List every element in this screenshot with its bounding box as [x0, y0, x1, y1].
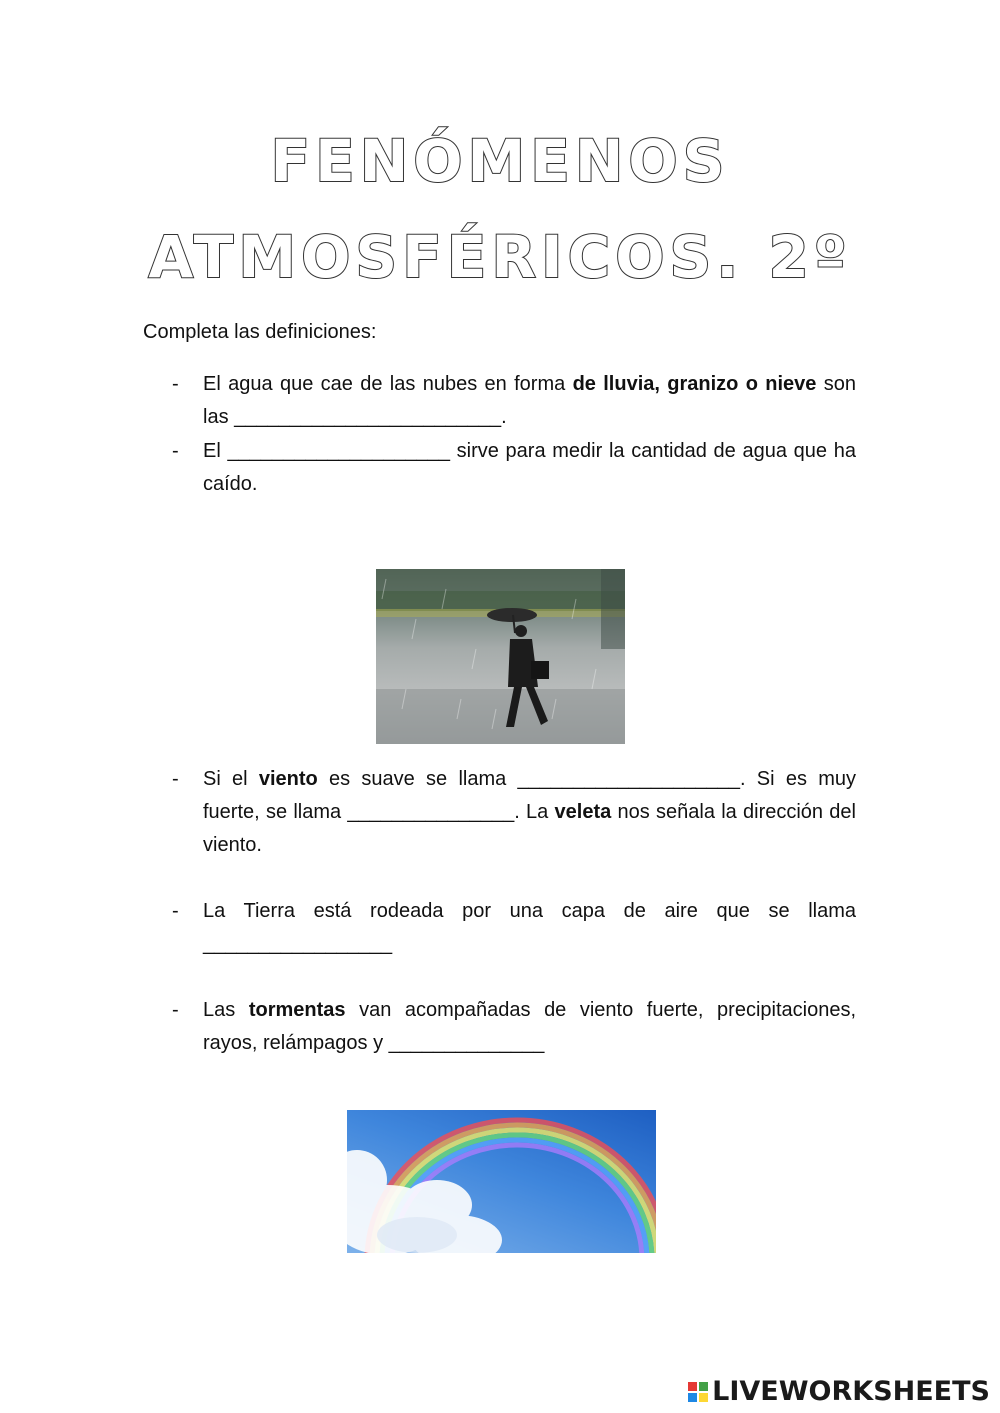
definition-rain-gauge	[172, 435, 856, 501]
rainbow-photo	[347, 1110, 656, 1253]
liveworksheets-logo	[688, 1376, 990, 1407]
bullet-dash: -	[172, 440, 179, 462]
definition-text: El ____________________ sirve para medir la cantidad de agua que ha caído.	[203, 440, 856, 495]
logo-text: LIVEWORKSHEETS	[712, 1376, 990, 1407]
definition-text: Si el viento es suave se llama ____________________. Si es muy fuerte, se llama _______________. La veleta nos señala la dirección del viento.	[203, 768, 856, 856]
rain-illustration	[376, 569, 625, 744]
bullet-dash: -	[172, 900, 179, 922]
logo-icon	[688, 1382, 708, 1402]
bullet-dash: -	[172, 768, 179, 790]
definition-text: La Tierra está rodeada por una capa de aire que se llama _________________	[203, 900, 856, 955]
definition-text: Las tormentas van acompañadas de viento fuerte, precipitaciones, rayos, relámpagos y ______________	[203, 999, 856, 1054]
definition-text: El agua que cae de las nubes en forma de lluvia, granizo o nieve son las ________________________.	[203, 373, 857, 428]
title-line-1: FENÓMENOS	[270, 127, 730, 195]
definition-atmosphere	[172, 895, 856, 961]
bullet-dash: -	[172, 373, 179, 395]
definition-storms	[172, 994, 856, 1060]
rainbow-illustration	[347, 1110, 656, 1253]
bullet-dash: -	[172, 999, 179, 1021]
logo-square-green	[699, 1382, 708, 1391]
logo-square-yellow	[699, 1393, 708, 1402]
logo-square-red	[688, 1382, 697, 1391]
definition-precipitation	[172, 368, 856, 434]
logo-square-blue	[688, 1393, 697, 1402]
instructions: Completa las definiciones:	[143, 321, 377, 343]
rain-photo	[376, 569, 625, 744]
title-line-2: ATMOSFÉRICOS. 2º	[148, 223, 852, 291]
definition-wind	[172, 763, 856, 862]
